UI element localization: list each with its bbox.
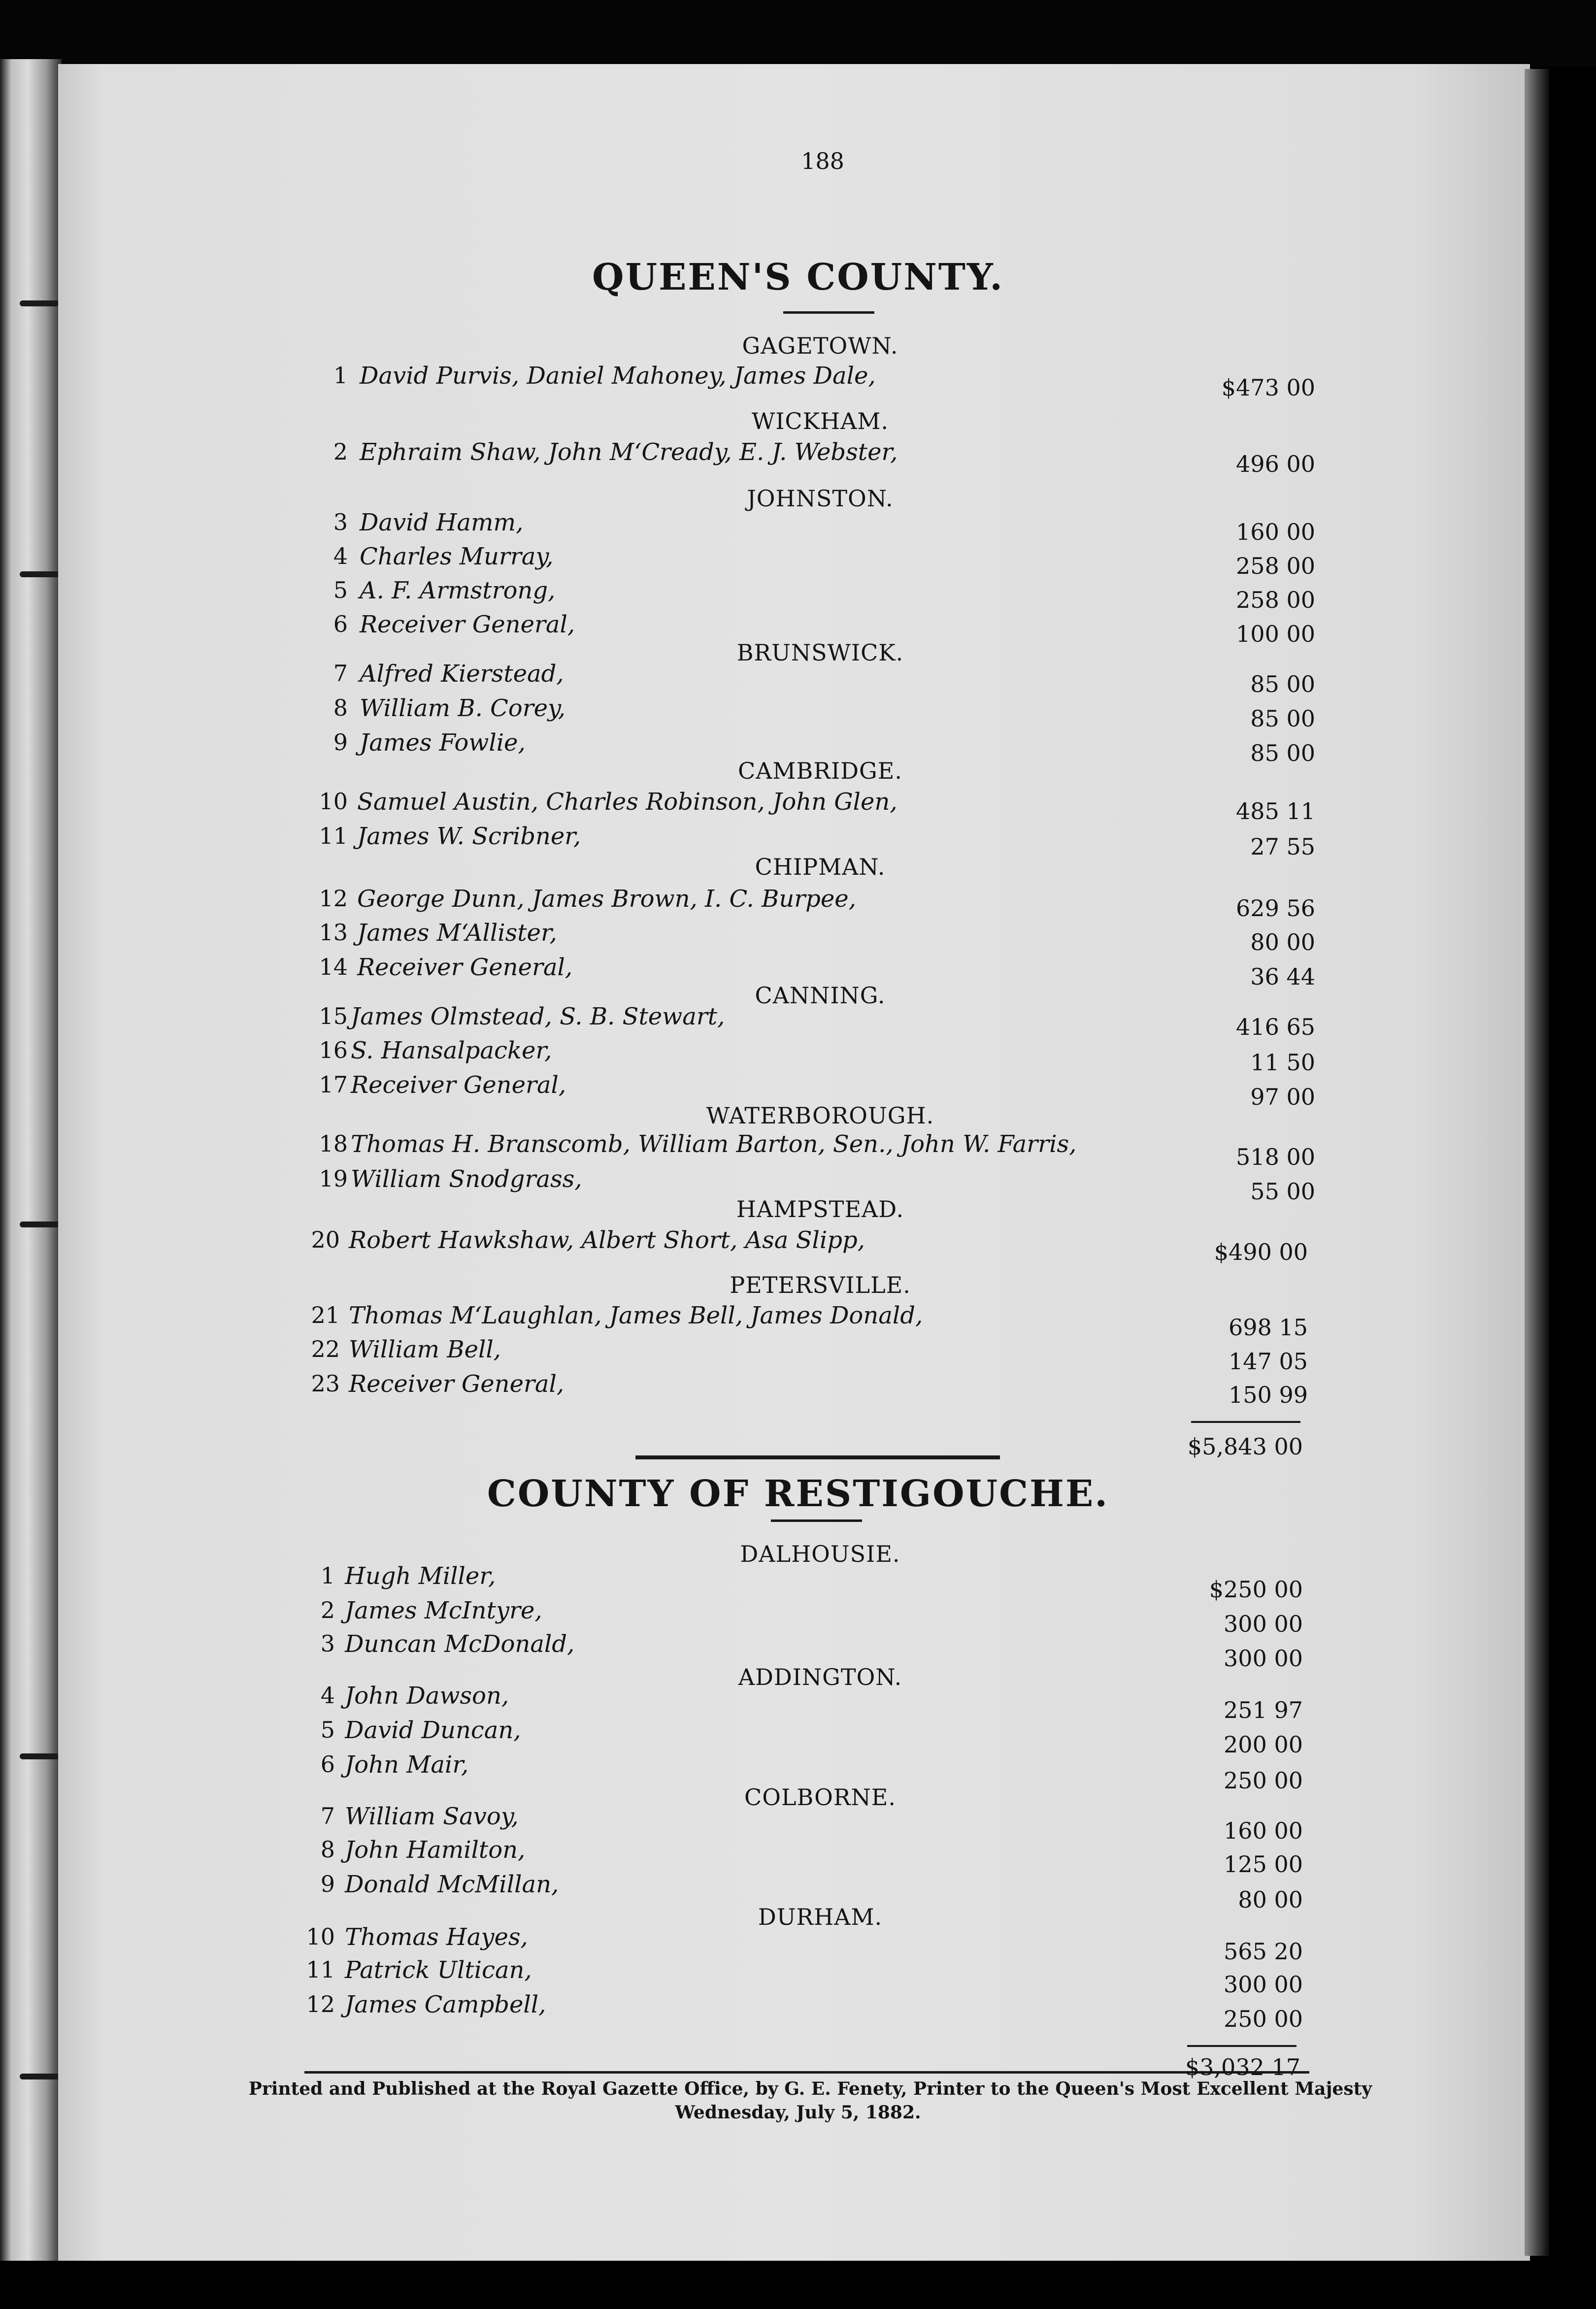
page-number: 188 [801, 148, 844, 174]
entry-name: Duncan McDonald, [345, 1630, 575, 1658]
section-heading: DALHOUSIE. [740, 1541, 900, 1567]
entry-amount: 80 00 [1250, 929, 1315, 956]
entry-number: 1 [333, 362, 348, 389]
entry-number: 7 [333, 660, 348, 687]
entry-amount: 55 00 [1250, 1178, 1315, 1205]
entry-number: 10 [319, 788, 348, 815]
entry-number: 12 [319, 885, 348, 912]
entry-amount: $473 00 [1221, 374, 1315, 401]
entry-number: 6 [320, 1751, 335, 1778]
section-heading: CAMBRIDGE. [738, 758, 902, 784]
entry-number: 8 [320, 1836, 335, 1863]
county-divider [635, 1455, 1000, 1459]
county-title-queens: QUEEN'S COUNTY. [592, 256, 1004, 298]
section-heading: HAMPSTEAD. [736, 1196, 904, 1222]
entry-number: 4 [333, 543, 348, 569]
entry-number: 20 [311, 1226, 340, 1253]
entry-name: George Dunn, James Brown, I. C. Burpee, [357, 885, 856, 913]
entry-number: 14 [319, 954, 348, 980]
section-heading: GAGETOWN. [742, 332, 898, 359]
entry-amount: 300 00 [1224, 1971, 1303, 1998]
entry-amount: $250 00 [1209, 1576, 1303, 1603]
entry-amount: 251 97 [1224, 1697, 1303, 1723]
entry-number: 5 [333, 577, 348, 603]
entry-amount: 565 20 [1224, 1938, 1303, 1965]
entry-amount: 518 00 [1236, 1144, 1315, 1170]
entry-number: 8 [333, 694, 348, 721]
entry-name: Patrick Ultican, [345, 1956, 532, 1984]
entry-name: William B. Corey, [360, 694, 566, 722]
entry-number: 17 [319, 1071, 348, 1098]
entry-amount: 160 00 [1224, 1817, 1303, 1844]
entry-name: James Fowlie, [360, 729, 526, 757]
section-heading: BRUNSWICK. [736, 639, 904, 666]
entry-name: Donald McMillan, [345, 1871, 559, 1898]
section-heading: JOHNSTON. [747, 485, 894, 512]
entry-amount: 100 00 [1236, 621, 1315, 647]
entry-amount: 496 00 [1236, 451, 1315, 477]
entry-name: Thomas H. Branscomb, William Barton, Sen., John W. Farris, [351, 1130, 1077, 1158]
total-rule [1187, 2045, 1297, 2047]
entry-amount: 150 99 [1229, 1382, 1308, 1408]
entry-number: 2 [333, 438, 348, 465]
entry-name: William Bell, [349, 1336, 501, 1363]
entry-amount: 85 00 [1250, 740, 1315, 766]
entry-name: Alfred Kierstead, [360, 660, 564, 688]
entry-amount: 147 05 [1229, 1348, 1308, 1375]
entry-amount: 85 00 [1250, 705, 1315, 732]
entry-name: John Mair, [345, 1751, 469, 1779]
entry-name: Ephraim Shaw, John M‘Cready, E. J. Webster, [360, 438, 898, 466]
entry-amount: 27 55 [1250, 833, 1315, 860]
section-heading: CANNING. [755, 982, 886, 1009]
section-heading: CHIPMAN. [755, 854, 886, 880]
entry-number: 6 [333, 611, 348, 637]
county-total: $5,843 00 [1187, 1433, 1303, 1460]
entry-number: 7 [320, 1803, 335, 1829]
entry-name: John Dawson, [345, 1682, 509, 1710]
book-spine [0, 59, 62, 2261]
entry-amount: 258 00 [1236, 553, 1315, 579]
section-heading: DURHAM. [758, 1904, 883, 1930]
entry-name: Samuel Austin, Charles Robinson, John Glen, [357, 788, 898, 816]
scan-top-border [0, 0, 1596, 66]
entry-number: 23 [311, 1370, 340, 1397]
entry-amount: 97 00 [1250, 1084, 1315, 1110]
entry-name: Receiver General, [357, 954, 573, 981]
entry-name: William Savoy, [345, 1803, 519, 1830]
entry-amount: 698 15 [1229, 1314, 1308, 1341]
entry-number: 16 [319, 1037, 348, 1063]
county-total: $3,032 17 [1185, 2054, 1300, 2080]
title-rule [771, 1519, 862, 1522]
entry-name: Thomas M‘Laughlan, James Bell, James Donald, [349, 1302, 923, 1329]
entry-number: 5 [320, 1716, 335, 1743]
entry-amount: 36 44 [1250, 963, 1315, 990]
section-heading: ADDINGTON. [738, 1664, 902, 1690]
entry-number: 21 [311, 1302, 340, 1328]
entry-name: Receiver General, [349, 1370, 565, 1398]
entry-name: John Hamilton, [345, 1836, 526, 1864]
entry-amount: 416 65 [1236, 1014, 1315, 1040]
publication-date: Wednesday, July 5, 1882. [675, 2102, 921, 2123]
total-rule [1191, 1421, 1300, 1423]
section-heading: COLBORNE. [744, 1784, 896, 1811]
entry-amount: 300 00 [1224, 1611, 1303, 1637]
entry-name: David Duncan, [345, 1716, 521, 1744]
entry-amount: 85 00 [1250, 671, 1315, 697]
entry-name: James Olmstead, S. B. Stewart, [351, 1003, 725, 1030]
county-title-restigouche: COUNTY OF RESTIGOUCHE. [487, 1473, 1109, 1515]
entry-number: 4 [320, 1682, 335, 1709]
entry-name: James M‘Allister, [357, 919, 557, 947]
entry-number: 3 [320, 1630, 335, 1657]
entry-amount: 80 00 [1238, 1886, 1303, 1913]
entry-number: 9 [320, 1871, 335, 1897]
entry-amount: 300 00 [1224, 1645, 1303, 1672]
entry-number: 10 [306, 1923, 335, 1950]
entry-number: 9 [333, 729, 348, 756]
entry-name: Charles Murray, [360, 543, 554, 570]
entry-number: 19 [319, 1165, 348, 1192]
entry-number: 2 [320, 1597, 335, 1623]
entry-name: William Snodgrass, [351, 1165, 582, 1193]
entry-name: Robert Hawkshaw, Albert Short, Asa Slipp, [349, 1226, 865, 1254]
entry-name: Receiver General, [360, 611, 575, 638]
entry-name: James McIntyre, [345, 1597, 542, 1624]
entry-number: 11 [319, 823, 348, 849]
section-heading: WICKHAM. [751, 408, 889, 434]
entry-number: 13 [319, 919, 348, 946]
entry-amount: 11 50 [1250, 1049, 1315, 1076]
entry-number: 12 [306, 1991, 335, 2017]
entry-number: 22 [311, 1336, 340, 1362]
entry-number: 18 [319, 1130, 348, 1157]
entry-name: Receiver General, [351, 1071, 566, 1099]
entry-amount: 258 00 [1236, 587, 1315, 613]
entry-name: David Purvis, Daniel Mahoney, James Dale, [360, 362, 876, 390]
section-heading: PETERSVILLE. [730, 1272, 911, 1298]
entry-amount: 250 00 [1224, 2006, 1303, 2032]
entry-name: James W. Scribner, [357, 823, 581, 850]
section-heading: WATERBOROUGH. [706, 1102, 934, 1129]
entry-amount: 250 00 [1224, 1767, 1303, 1794]
entry-amount: 160 00 [1236, 519, 1315, 545]
title-rule [783, 311, 874, 314]
entry-name: S. Hansalpacker, [351, 1037, 552, 1064]
entry-number: 15 [319, 1003, 348, 1029]
entry-number: 3 [333, 509, 348, 535]
entry-name: James Campbell, [345, 1991, 546, 2018]
entry-amount: 629 56 [1236, 895, 1315, 922]
entry-name: A. F. Armstrong, [360, 577, 556, 604]
entry-amount: $490 00 [1214, 1239, 1308, 1265]
entry-amount: 125 00 [1224, 1851, 1303, 1878]
entry-name: David Hamm, [360, 509, 524, 536]
entry-name: Hugh Miller, [345, 1562, 496, 1590]
entry-number: 1 [320, 1562, 335, 1589]
entry-number: 11 [306, 1956, 335, 1983]
entry-name: Thomas Hayes, [345, 1923, 528, 1951]
printer-imprint: Printed and Published at the Royal Gazette Office, by G. E. Fenety, Printer to the Queen's Most Excellent Majesty [248, 2078, 1372, 2099]
entry-amount: 200 00 [1224, 1731, 1303, 1758]
entry-amount: 485 11 [1236, 798, 1315, 825]
